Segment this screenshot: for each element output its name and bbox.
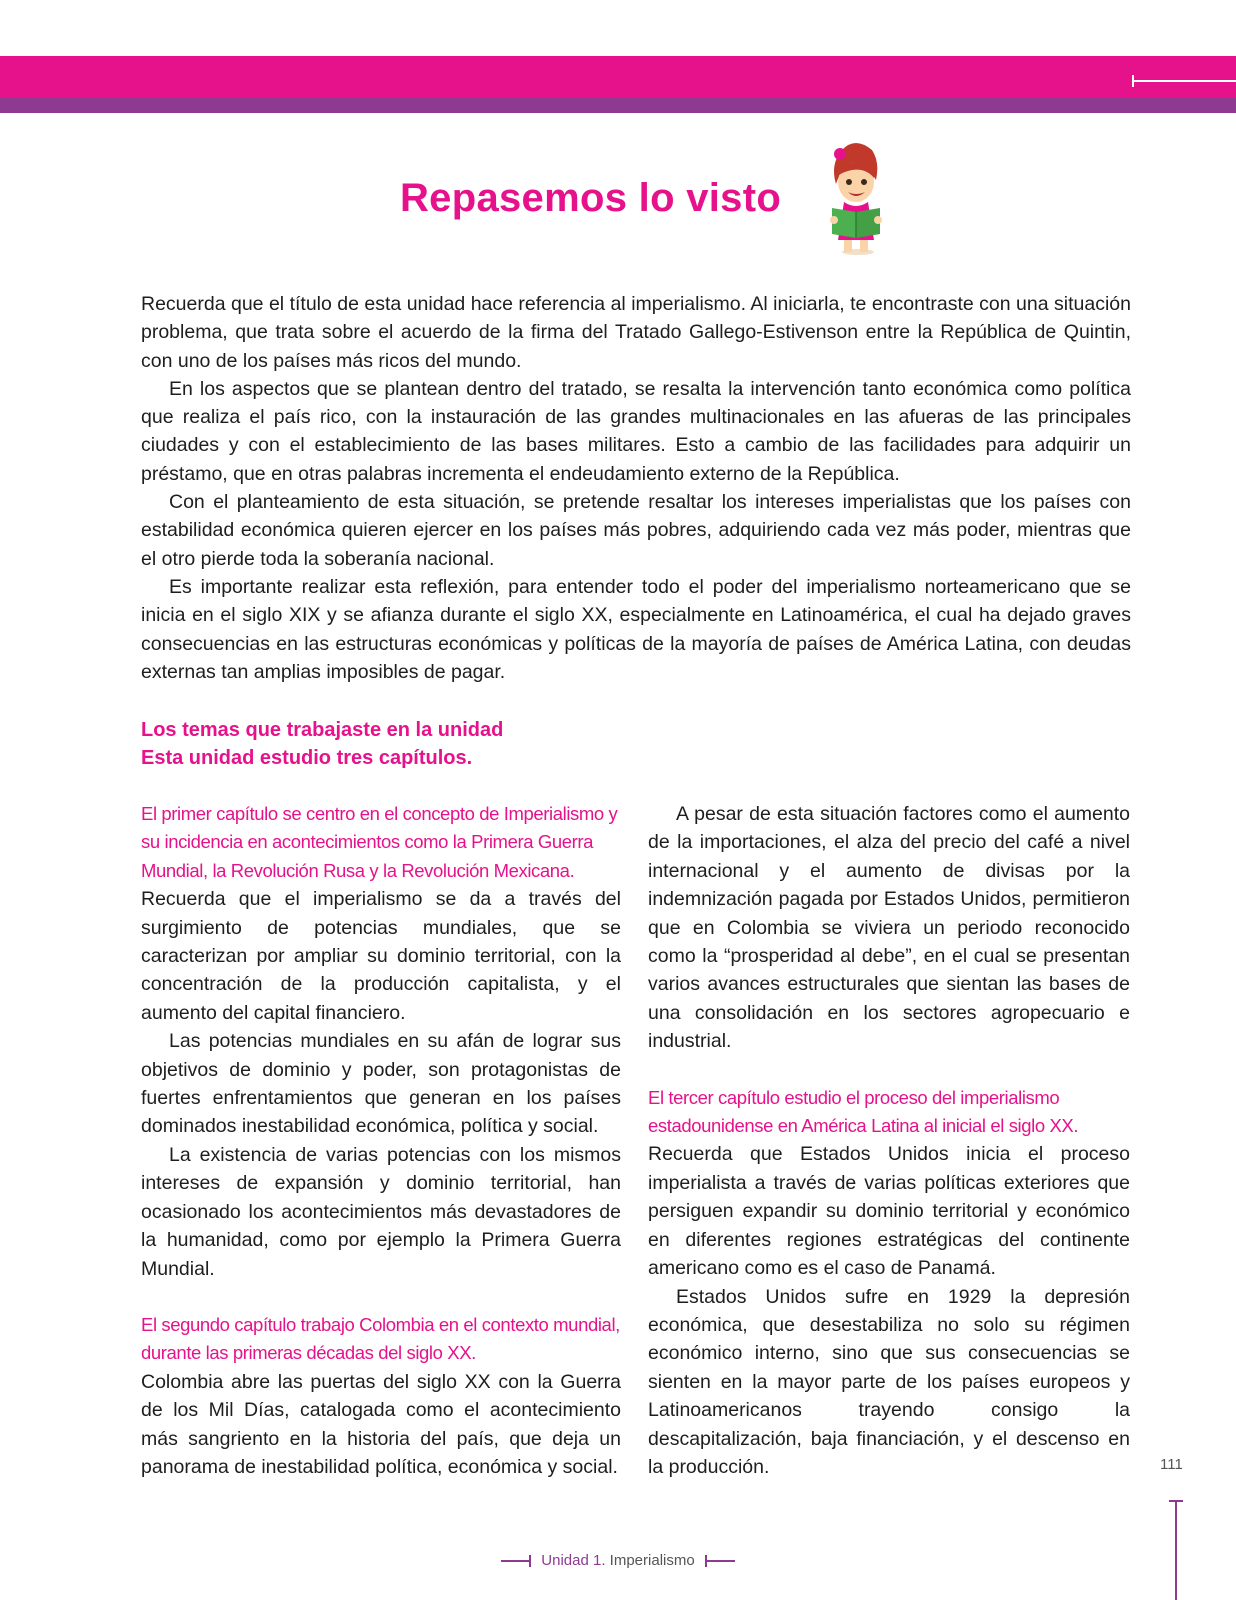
chapter-2-heading: El segundo capítulo trabajo Colombia en el contexto mundial, durante las primeras décadas del siglo XX. [141, 1313, 620, 1364]
spacer [648, 1056, 1130, 1084]
intro-paragraph: Es importante realizar esta reflexión, para entender todo el poder del imperialismo norteamericano que se inicia en el siglo XIX y se afianza durante el siglo XX, especialmente en Latinoamérica, el cual ha dejado graves consecuencias en las estructuras económicas y políticas de la mayoría de países de América Latina, con deudas externas tan amplias imposibles de pagar. [141, 575, 1131, 683]
footer-topic: Imperialismo [609, 1552, 695, 1569]
chapter-1-heading: El primer capítulo se centro en el concepto de Imperialismo y su incidencia en acontecimientos como la Primera Guerra Mundial, la Revolución Rusa y la Revolución Mexicana. [141, 803, 618, 881]
intro-paragraph: En los aspectos que se plantean dentro del tratado, se resalta la intervención tanto económica como política que realiza el país rico, con la instauración de las grandes multinacionales en las afueras de las principales ciudades y con el establecimiento de las bases militares. Esto a cambio de las facilidades para adquirir un préstamo, que en otras palabras incrementa el endeudamiento externo de la República. [141, 377, 1131, 485]
chapter-3-paragraph: Recuerda que Estados Unidos inicia el proceso imperialista a través de varias políticas exteriores que persiguen expandir su dominio territorial y económico en diferentes regiones estratégicas del continente americano como es el caso de Panamá. [648, 1143, 1130, 1280]
intro-paragraph: Con el planteamiento de esta situación, se pretende resaltar los intereses imperialistas que los países con estabilidad económica quieren ejercer en los países más pobres, adquiriendo cada vez más poder, mientras que el otro pierde toda la soberanía nacional. [141, 491, 1131, 570]
spacer [141, 1283, 621, 1311]
header-band-purple [0, 98, 1236, 113]
page-number: 111 [1160, 1456, 1183, 1473]
header-band-magenta [0, 56, 1236, 98]
left-column [141, 800, 621, 1481]
chapter-2-paragraph: A pesar de esta situación factores como el aumento de la importaciones, el alza del precio del café a nivel internacional y el aumento de divisas por la indemnización pagada por Estados Unidos, permitieron que en Colombia se viviera un periodo reconocido como la “prosperidad al debe”, en el cual se presentan varios avances estructurales que sientan las bases de una consolidación en los sectores agropecuario e industrial. [648, 803, 1130, 1053]
chapter-3-paragraph: Estados Unidos sufre en 1929 la depresión económica, que desestabiliza no solo su régimen económico interno, sino que sus consecuencias se sienten en la mayor parte de los países europeos y Latinoamericanos trayendo consigo la descapitalización, baja financiación, y el descenso en la producción. [648, 1285, 1130, 1478]
chapter-1-paragraph: La existencia de varias potencias con los mismos intereses de expansión y dominio territorial, han ocasionado los acontecimientos más devastadores de la humanidad, como por ejemplo la Primera Guerra Mundial. [141, 1143, 621, 1280]
page-side-rule [1175, 1500, 1177, 1600]
girl-reading-book-icon [822, 140, 888, 258]
footer-rule-left [501, 1560, 531, 1562]
chapter-1-paragraph: Recuerda que el imperialismo se da a través del surgimiento de potencias mundiales, que se caracterizan por ampliar su dominio territorial, con la concentración de la producción capitalista, y el aumento del capital financiero. [141, 888, 621, 1024]
footer-rule-right [705, 1560, 735, 1562]
chapter-1-paragraph: Las potencias mundiales en su afán de lograr sus objetivos de dominio y poder, son protagonistas de fuertes enfrentamientos que generan en los países dominados inestabilidad económica, política y social. [141, 1030, 621, 1138]
header-band [0, 56, 1236, 113]
section-heading-line-2: Esta unidad estudio tres capítulos. [141, 747, 473, 769]
section-heading [141, 716, 741, 772]
header-rule-tick [1132, 75, 1134, 87]
header-rule [1132, 80, 1236, 82]
right-column [648, 800, 1130, 1481]
section-heading-line-1: Los temas que trabajaste en la unidad [141, 719, 504, 741]
intro-text [141, 290, 1131, 686]
intro-paragraph: Recuerda que el título de esta unidad hace referencia al imperialismo. Al iniciarla, te encontraste con una situación problema, que trata sobre el acuerdo de la firma del Tratado Gallego-Estivenson entre la República de Quintin, con uno de los países más ricos del mundo. [141, 293, 1131, 372]
chapter-2-paragraph: Colombia abre las puertas del siglo XX con la Guerra de los Mil Días, catalogada como el acontecimiento más sangriento en la historia del país, que deja un panorama de inestabilidad política, económica y social. [141, 1370, 621, 1478]
chapter-3-heading: El tercer capítulo estudio el proceso del imperialismo estadounidense en América Latina al inicial el siglo XX. [648, 1086, 1079, 1137]
footer-unit: Unidad 1. [541, 1552, 606, 1569]
page-title: Repasemos lo visto [400, 176, 782, 220]
footer [0, 1552, 1236, 1569]
page-side-rule-tick [1169, 1500, 1183, 1502]
